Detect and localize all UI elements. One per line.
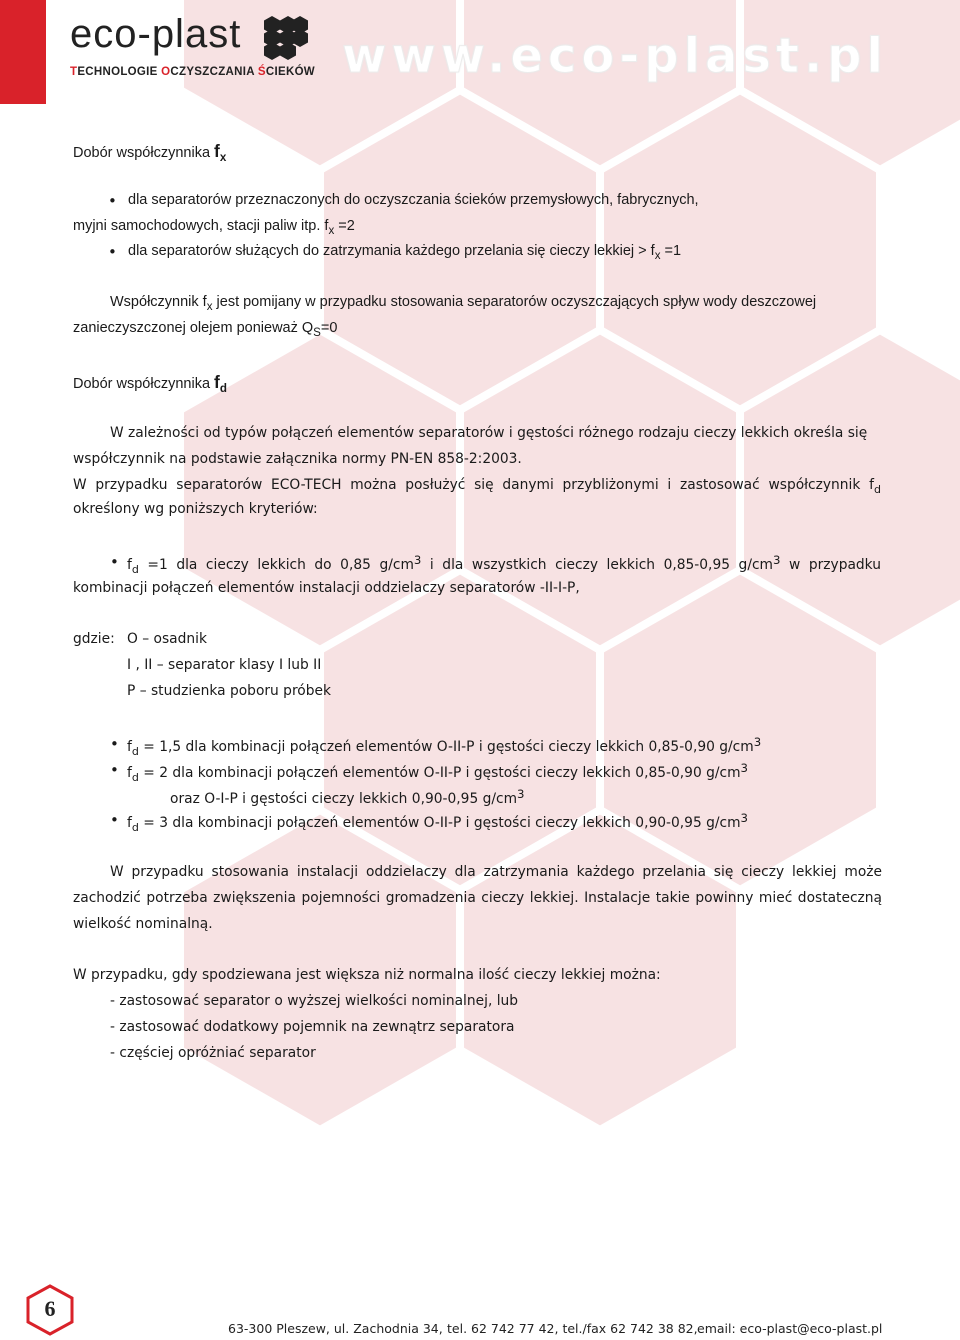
legend-item-i-ii: I , II – separator klasy I lub II (127, 657, 322, 673)
fd-paragraph-1-line-1: W zależności od typów połączeń elementów separatorów i gęstości różnego rodzaju cieczy lekkich określa się (110, 425, 868, 441)
fd-paragraph-1-line-2: współczynnik na podstawie załącznika normy PN-EN 858-2:2003. (73, 451, 522, 467)
fd-bullet-2-cont: oraz O-I-P i gęstości cieczy lekkich 0,90-0,95 $g/cm^3$ (170, 787, 525, 807)
fd-bullet-3: $f_d = 3$ dla kombinacji połączeń elementów O-II-P i gęstości cieczy lekkich 0,90-0,95 $g/cm^3$ (127, 811, 749, 834)
legend-item-o: O – osadnik (127, 631, 207, 647)
fd-paragraph-4: W przypadku, gdy spodziewana jest większa niż normalna ilość cieczy lekkiej można: (73, 967, 661, 983)
bullet-icon: • (108, 243, 117, 261)
bullet-icon: • (108, 192, 117, 210)
legend-item-p: P – studzienka poboru próbek (127, 683, 331, 699)
fd-paragraph-3-line-1: W przypadku stosowania instalacji oddzielaczy dla zatrzymania każdego przelania się cieczy lekkiej może (110, 864, 882, 880)
option-3: - częściej opróżniać separator (110, 1045, 316, 1061)
fd-paragraph-2-line-2: określony wg poniższych kryteriów: (73, 501, 318, 517)
fx-bullet-2: dla separatorów służących do zatrzymania każdego przelania się cieczy lekkiej > $f_x =1$ (128, 243, 682, 262)
fd-bullet-2: $f_d = 2$ dla kombinacji połączeń elementów O-II-P i gęstości cieczy lekkich 0,85-0,90 $g/cm^3$ (127, 761, 749, 784)
hexagon-logo-icon (260, 16, 308, 60)
fx-bullet-1-cont: myjni samochodowych, stacji paliw itp. $f_x =2$ (73, 218, 355, 237)
fd-criterion-line-2: kombinacji połączeń elementów instalacji oddzielaczy separatorów -II-I-P, (73, 580, 580, 596)
fx-paragraph-line-1: Współczynnik $f_x$ jest pomijany w przypadku stosowania separatorów oczyszczających spływ wody deszczowej (110, 294, 817, 313)
logo (70, 14, 315, 78)
bullet-icon: • (110, 735, 119, 753)
fd-paragraph-3-line-2: zachodzić potrzeba zwiększenia pojemności gromadzenia cieczy lekkiej. Instalacje takie powinny mieć dostateczną (73, 890, 882, 906)
fx-paragraph-line-2: zanieczyszczonej olejem ponieważ $Q_S=0$ (73, 320, 338, 339)
page-number-badge (26, 1284, 74, 1336)
logo-wordmark: eco-plast (70, 12, 242, 56)
option-2: - zastosować dodatkowy pojemnik na zewnątrz separatora (110, 1019, 515, 1035)
website-watermark: www.eco-plast.pl (342, 28, 888, 84)
page-number: 6 (44, 1296, 56, 1321)
bullet-icon: • (110, 761, 119, 779)
heading-fx: Dobór współczynnika $f_x$ (73, 141, 227, 164)
footer-email: email: eco-plast@eco-plast.pl (697, 1321, 883, 1336)
logo-tagline: TECHNOLOGIE OCZYSZCZANIA ŚCIEKÓW (70, 66, 315, 78)
fd-criterion-line-1: $f_d =1$ dla cieczy lekkich do 0,85 $g/cm^3$ i dla wszystkich cieczy lekkich 0,85-0,95 $g/cm^3$ w przypadku (127, 553, 881, 576)
fd-bullet-1: $f_d = 1,5$ dla kombinacji połączeń elementów O-II-P i gęstości cieczy lekkich 0,85-0,90 $g/cm^3$ (127, 735, 762, 758)
bullet-icon: • (110, 811, 119, 829)
fx-bullet-1: dla separatorów przeznaczonych do oczyszczania ścieków przemysłowych, fabrycznych, (128, 192, 699, 208)
fd-paragraph-3-line-3: wielkość nominalną. (73, 916, 213, 932)
option-1: - zastosować separator o wyższej wielkości nominalnej, lub (110, 993, 519, 1009)
bullet-icon: • (110, 553, 119, 571)
brand-red-bar (0, 0, 46, 104)
footer-address: 63-300 Pleszew, ul. Zachodnia 34, (228, 1321, 443, 1336)
footer-phone: tel. 62 742 77 42, tel./fax 62 742 38 82, (447, 1321, 698, 1336)
fd-paragraph-2-line-1: W przypadku separatorów ECO-TECH można posłużyć się danymi przybliżonymi i zastosować współczynnik $f_d$ (73, 477, 881, 496)
heading-fd: Dobór współczynnika $f_d$ (73, 372, 227, 395)
legend-label: gdzie: (73, 631, 115, 647)
